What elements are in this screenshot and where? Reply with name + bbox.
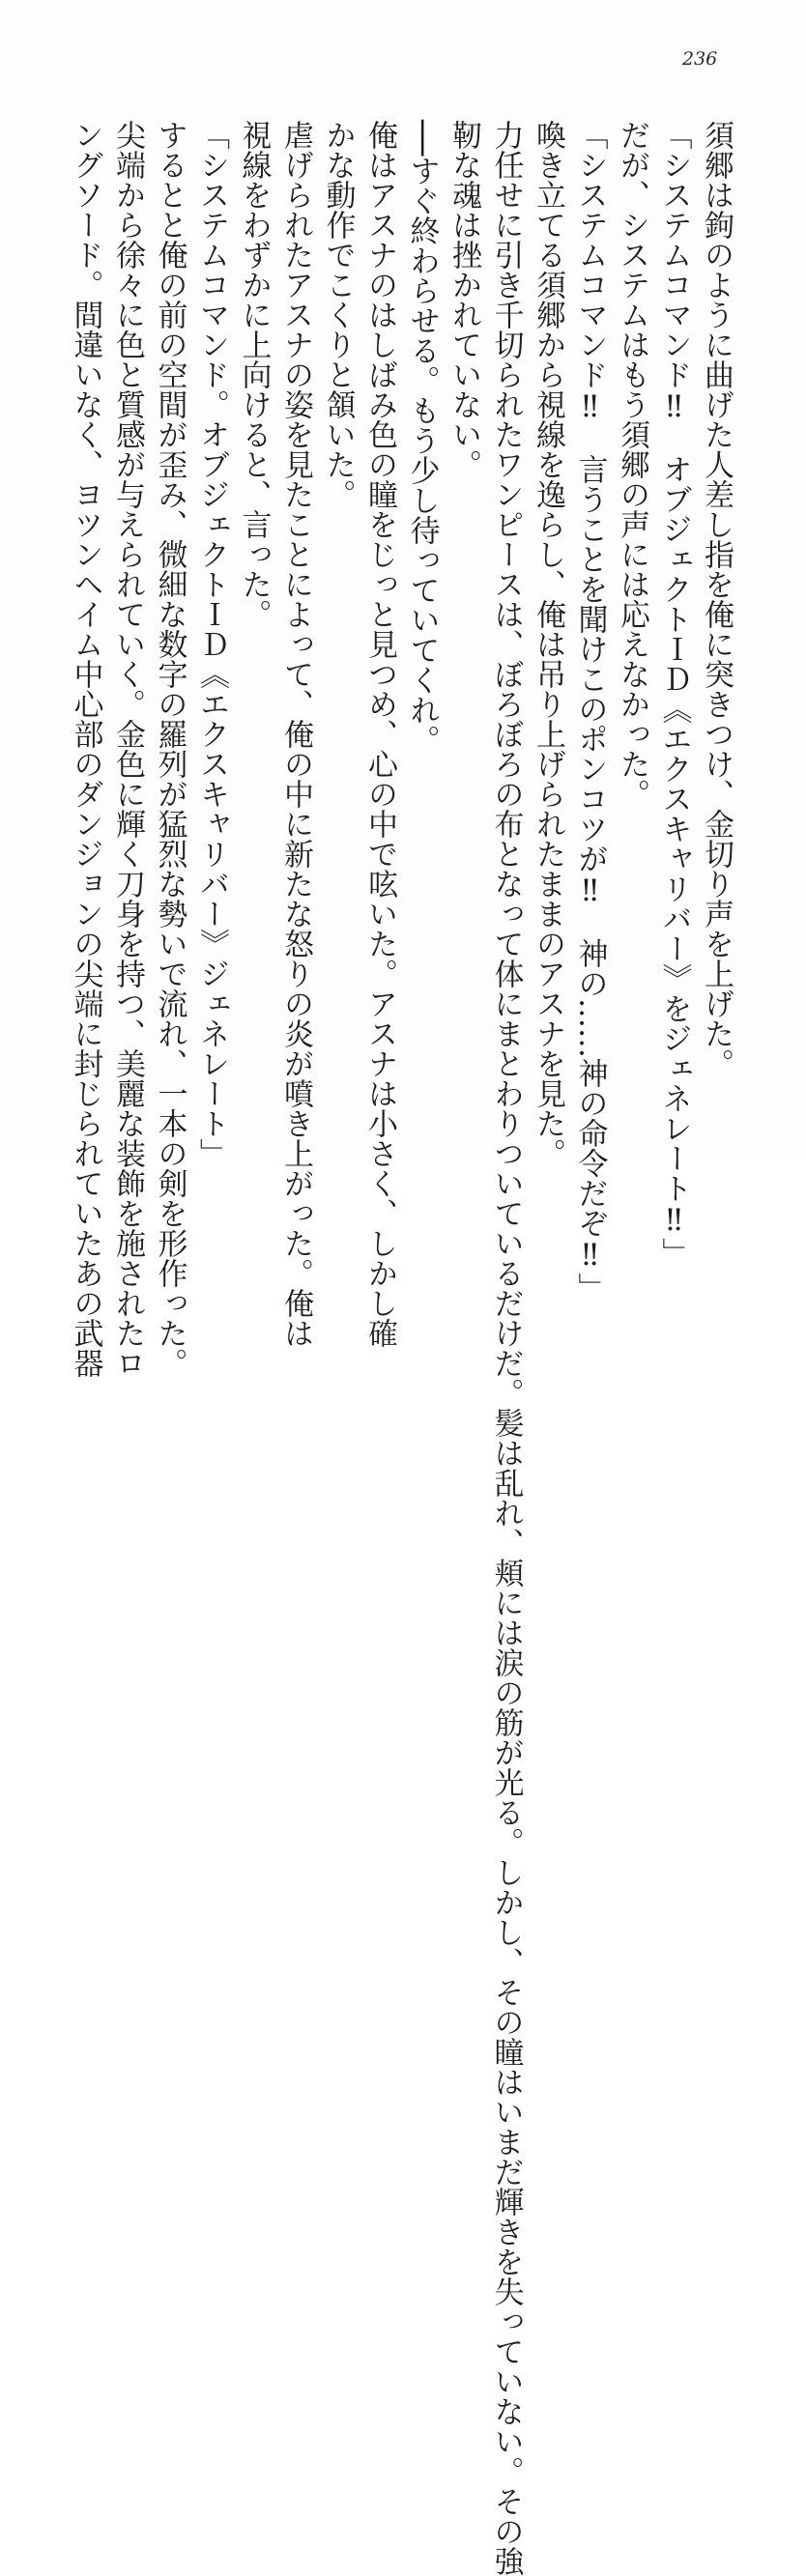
text-line: 「システムコマンド‼ 言うことを聞けこのポンコツが‼ 神の……神の命令だぞ‼」 (572, 120, 608, 1302)
text-line: ングソード。間違いなく、ヨツンヘイム中心部のダンジョンの尖端に封じられていたあの武器 (68, 120, 103, 1378)
text-line: 力任せに引き千切られたワンピースは、ぼろぼろの布となって体にまとわりついているだけだ。髪は乱れ、頬には涙の筋が光る。しかし、その瞳はいまだ輝きを失っていない。その強 (488, 120, 524, 2576)
text-line: かな動作でこくりと頷いた。 (320, 120, 356, 509)
text-line: 視線をわずかに上向けると、言った。 (236, 120, 272, 629)
text-line: だが、システムはもう須郷の声には応えなかった。 (615, 120, 649, 809)
text-line: 尖端から徐々に色と質感が与えられていく。金色に輝く刀身を持つ、美麗な装飾を施されたロ (110, 120, 145, 1378)
text-line: ──すぐ終わらせる。もう少し待っていてくれ。 (404, 120, 440, 756)
text-line: 「システムコマンド‼ オブジェクトＩＤ《エクスキャリバー》をジェネレート‼」 (656, 120, 692, 1268)
page-number: 236 (682, 48, 718, 70)
text-line: 喚き立てる須郷から視線を逸らし、俺は吊り上げられたままのアスナを見た。 (531, 120, 565, 1168)
text-line: するとと俺の前の空間が歪み、微細な数字の羅列が猛烈な勢いで流れ、一本の剣を形作った。 (152, 120, 187, 1378)
text-line: 「システムコマンド。オブジェクトＩＤ《エクスキャリバー》ジェネレート」 (194, 120, 229, 1168)
text-line: 須郷は鉤のように曲げた人差し指を俺に突きつけ、金切り声を上げた。 (699, 120, 734, 1078)
text-line: 靭な魂は挫かれていない。 (446, 120, 481, 479)
text-line: 虐げられたアスナの姿を見たことによって、俺の中に新たな怒りの炎が噴き上がった。俺は (278, 120, 313, 1348)
text-line: 俺はアスナのはしばみ色の瞳をじっと見つめ、心の中で呟いた。アスナは小さく、しかし確 (362, 120, 397, 1348)
vertical-text-body (64, 120, 736, 2576)
